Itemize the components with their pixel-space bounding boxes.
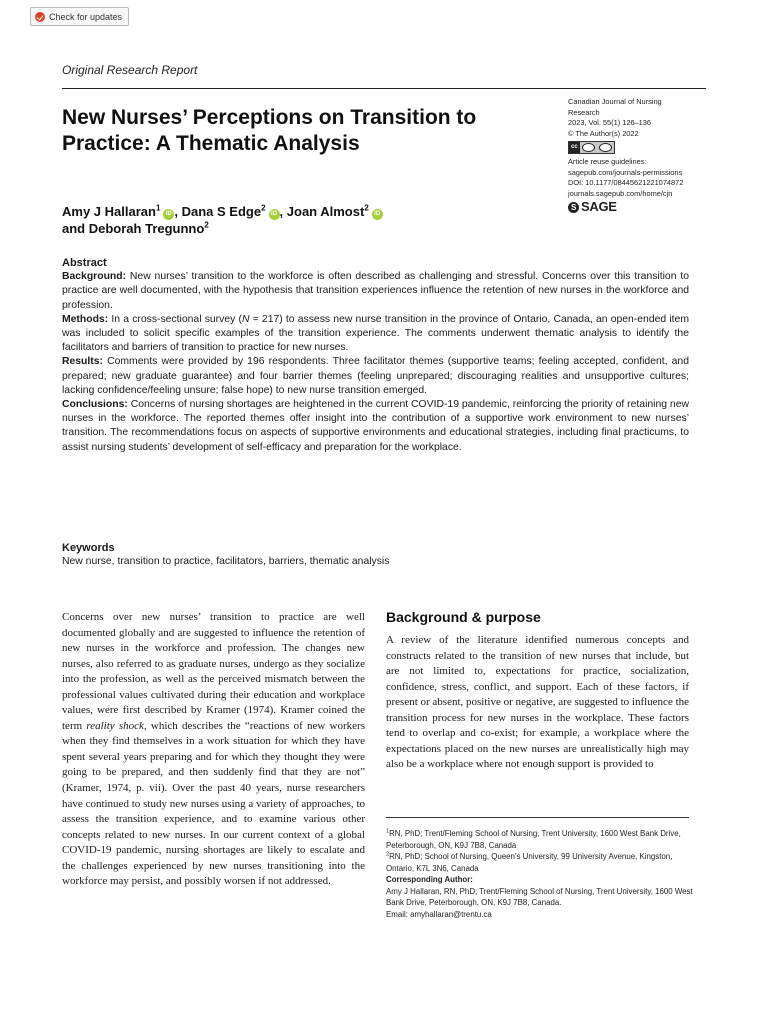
- author-name: Dana S Edge: [181, 204, 262, 219]
- author-name: Joan Almost: [286, 204, 365, 219]
- intro-paragraph: Concerns over new nurses’ transition to practice are well documented globally and are suggested to influence the retention of new nurses in the workforce and profession. The changes new nurses, also referred to as graduate nurses, undergo as they socialize into the profession, as well as the perceived mismatch between the professional values cultivated during their education and workplace values, were first described by Kramer (1974). Kramer coined the term reality shock, which describes the “reactions of new workers when they find themselves in a work situation for which they have spent several years preparing and for which they thought they were going to be prepared, and then suddenly find that they are not” (Kramer, 1974, p. vii). Over the past 40 years, nurse researchers have continued to study new nurses using a variety of approaches, to assess the transition experience, and to examine various other concepts related to new nurses. In our current context of a global COVID-19 pandemic, nursing shortages are likely to escalate and the challenges experienced by new nurses transitioning into the workforce may persist, and possibly worsen if not addressed.: [62, 611, 365, 888]
- keywords: [62, 541, 702, 569]
- check-for-updates-label: Check for updates: [49, 11, 123, 22]
- abstract: [62, 256, 689, 455]
- keywords-text: New nurse, transition to practice, facilitators, barriers, thematic analysis: [62, 556, 390, 567]
- affiliation-mark: 2: [261, 203, 266, 213]
- article-title: New Nurses’ Perceptions on Transition to Practice: A Thematic Analysis: [62, 106, 477, 155]
- orcid-icon[interactable]: iD: [269, 209, 280, 220]
- footnotes: [386, 828, 696, 920]
- author-name: Amy J Hallaran: [62, 204, 156, 219]
- author-list: Amy J Hallaran$^1$iD , Dana S Edge$^2$iD , Joan Almost$^2$iD and Deborah Tregunno$^2$: [62, 203, 502, 237]
- abstract-background: Background: New nurses’ transition to the workforce is often described as challenging and stressful. Concerns over this transition to practice are well documented, with the hypothesis that transition experiences influence the retention of new nurses in the workforce and profession.: [62, 271, 689, 311]
- creative-commons-icon: cc: [568, 141, 615, 154]
- corresponding-email[interactable]: Email: amyhallaran@trentu.ca: [386, 909, 492, 919]
- intro-column: [62, 610, 365, 890]
- affiliation-1: $^1$RN, PhD; Trent/Fleming School of Nursing, Trent University, 1600 West Bank Drive, Peterborough, ON, K9J 7B8, Canada: [386, 828, 681, 850]
- background-column: [386, 633, 689, 773]
- background-paragraph: A review of the literature identified numerous concepts and constructs related to the transition of new nurses that include, but are not limited to, expectations for practice, socialization, confidence, stress, conflict, and support. Each of these factors, if present or absent, positive or negative, are suggested to influence the transition process for new nurses in the workplace. These factors tend to overlap and co-exist; for example, a workplace where the expectations placed on the new nurses are unrealistically high may also be a workplace where not enough support is provided to: [386, 634, 690, 771]
- orcid-icon[interactable]: iD: [372, 209, 383, 220]
- corresponding-text: Amy J Hallaran, RN, PhD; Trent/Fleming School of Nursing, Trent University, 1600 West Bank Drive, Peterborough, ON, K9J 7B8, Canada.: [386, 886, 693, 907]
- publisher-name: SAGE: [581, 199, 617, 215]
- report-type: Original Research Report: [62, 63, 198, 77]
- sage-logo: [568, 199, 718, 215]
- author-name: Deborah Tregunno: [88, 221, 205, 236]
- journal-name-cont: Research: [568, 107, 600, 117]
- keywords-heading: Keywords: [62, 542, 115, 554]
- header-divider: [62, 88, 706, 89]
- section-heading: Background & purpose: [386, 609, 541, 625]
- author-conjunction: and: [62, 221, 86, 236]
- affiliation-mark: 2: [204, 220, 209, 230]
- journal-link[interactable]: journals.sagepub.com/home/cjn: [568, 188, 673, 198]
- affiliation-2: $^2$RN, PhD; School of Nursing, Queen’s University, 99 University Avenue, Kingston, Ontario, K7L 3N6, Canada: [386, 851, 673, 873]
- affiliation-mark: 1: [155, 203, 161, 213]
- journal-volume: 2023, Vol. 55(1) 126–136: [568, 118, 652, 127]
- abstract-heading: Abstract: [62, 257, 107, 269]
- journal-copyright: © The Author(s) 2022: [568, 128, 639, 138]
- affiliation-mark: 2: [364, 203, 369, 213]
- reuse-link[interactable]: sagepub.com/journals-permissions: [568, 167, 683, 177]
- abstract-methods: Methods: In a cross-sectional survey (N = 217) to assess new nurse transition in the province of Ontario, Canada, an open-ended item was included to solicit specific examples of the transition experience. The comments underwent thematic analysis to identify the facilitators and barriers of transition to practice for new nurses.: [62, 313, 689, 354]
- check-updates-icon: [35, 12, 45, 22]
- sage-logo-icon: S: [568, 202, 579, 213]
- corresponding-heading: Corresponding Author:: [386, 875, 473, 884]
- orcid-icon[interactable]: iD: [163, 209, 174, 220]
- abstract-results: Results: Comments were provided by 196 respondents. Three facilitator themes (supportive teams; feeling accepted, confident, and prepared; new graduate guarantee) and four barrier themes (feeling unprepared; discouraging realities and unsupportive cultures; lacking confidence/feeling unsure; false hope) to new nurse transition emerged.: [62, 356, 689, 396]
- journal-info: [568, 97, 718, 213]
- doi[interactable]: DOI: 10.1177/08445621221074872: [568, 178, 684, 187]
- check-for-updates-badge[interactable]: [30, 7, 129, 26]
- abstract-conclusions: Conclusions: Concerns of nursing shortages are heightened in the current COVID-19 pandemic, reinforcing the priority of retaining new nurses in the workforce. The reported themes offer insight into the contribution of a supportive work environment to new nurses’ transition. The recommendations focus on aspects of supportive environments and educational strategies, including final practicums, to assist nursing students’ development of self-efficacy and preparation for the workplace.: [62, 399, 689, 453]
- footnote-divider: [386, 817, 689, 818]
- journal-name: Canadian Journal of Nursing: [568, 97, 662, 106]
- reuse-label: Article reuse guidelines:: [568, 157, 647, 166]
